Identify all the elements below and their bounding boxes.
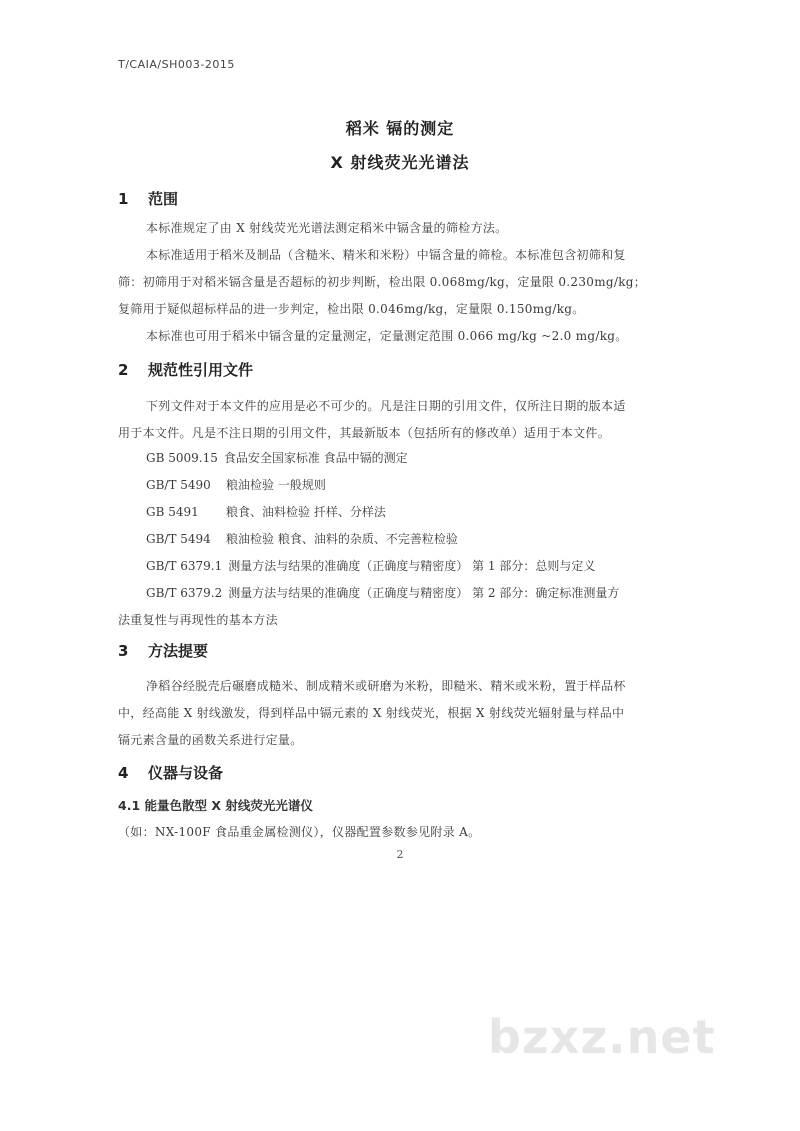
reference-item	[146, 476, 326, 493]
paragraph-line: 本标准适用于稻米及制品（含糙米、精米和米粉）中镉含量的筛检。本标准包含初筛和复	[146, 248, 626, 262]
paragraph-line: 本标准规定了由 X 射线荧光光谱法测定稻米中镉含量的筛检方法。	[146, 221, 508, 235]
reference-item	[146, 503, 386, 520]
paragraph-line: 中，经高能 X 射线激发，得到样品中镉元素的 X 射线荧光，根据 X 射线荧光辐射量与样品中	[118, 706, 625, 720]
subsection-heading: 4.1 能量色散型 X 射线荧光光谱仪	[118, 798, 313, 813]
section-heading-scope	[118, 188, 178, 209]
reference-title: 粮食、油料检验 扦样、分样法	[226, 505, 386, 519]
reference-code: GB 5009.15	[146, 451, 218, 465]
reference-code: GB/T 6379.1	[146, 559, 223, 573]
paragraph-line: 筛：初筛用于对稻米镉含量是否超标的初步判断，检出限 0.068mg/kg，定量限 0.230mg/kg；	[118, 275, 647, 289]
watermark: bzxz.net	[488, 1010, 716, 1064]
paragraph-line: 本标准也可用于稻米中镉含量的定量测定，定量测定范围 0.066 mg/kg ~2.0 mg/kg。	[146, 329, 628, 343]
section-number: 2	[118, 361, 129, 379]
section-title: 仪器与设备	[148, 764, 224, 782]
paragraph-line: 镉元素含量的函数关系进行定量。	[118, 733, 303, 747]
section-heading-normative-references	[118, 359, 253, 380]
reference-title: 食品安全国家标准 食品中镉的测定	[223, 451, 408, 465]
reference-item	[146, 557, 595, 574]
section-heading-method-summary	[118, 640, 208, 661]
reference-code: GB/T 5490	[146, 478, 211, 492]
section-number: 4	[118, 764, 129, 782]
document-title: 稻米 镉的测定	[345, 119, 455, 138]
document-subtitle: X 射线荧光光谱法	[330, 153, 470, 172]
page-number: 2	[396, 848, 404, 861]
paragraph-line: 净稻谷经脱壳后碾磨成糙米、制成精米或研磨为米粉，即糙米、精米或米粉，置于样品杯	[146, 679, 626, 693]
section-title: 范围	[148, 190, 179, 208]
paragraph-line: （如：NX-100F 食品重金属检测仪），仪器配置参数参见附录 A。	[118, 825, 481, 839]
reference-title: 测量方法与结果的准确度（正确度与精密度） 第 1 部分：总则与定义	[228, 559, 596, 573]
paragraph-line: 复筛用于疑似超标样品的进一步判定，检出限 0.046mg/kg，定量限 0.150mg/kg。	[118, 302, 585, 316]
reference-item	[146, 584, 619, 601]
reference-code: GB/T 6379.2	[146, 586, 223, 600]
reference-item	[146, 530, 458, 547]
section-title: 规范性引用文件	[148, 361, 254, 379]
reference-continuation: 法重复性与再现性的基本方法	[118, 613, 278, 627]
reference-title: 测量方法与结果的准确度（正确度与精密度） 第 2 部分：确定标准测量方	[228, 586, 620, 600]
standard-code: T/CAIA/SH003-2015	[118, 58, 235, 71]
paragraph-line: 用于本文件。凡是不注日期的引用文件，其最新版本（包括所有的修改单）适用于本文件。	[118, 426, 611, 440]
section-heading-instruments	[118, 762, 223, 783]
section-number: 1	[118, 190, 129, 208]
reference-item	[146, 449, 408, 466]
section-number: 3	[118, 642, 129, 660]
reference-title: 粮油检验 一般规则	[226, 478, 326, 492]
reference-title: 粮油检验 粮食、油料的杂质、不完善粒检验	[226, 532, 458, 546]
reference-code: GB 5491	[146, 505, 199, 519]
section-title: 方法提要	[148, 642, 209, 660]
paragraph-line: 下列文件对于本文件的应用是必不可少的。凡是注日期的引用文件，仅所注日期的版本适	[146, 399, 626, 413]
reference-code: GB/T 5494	[146, 532, 211, 546]
